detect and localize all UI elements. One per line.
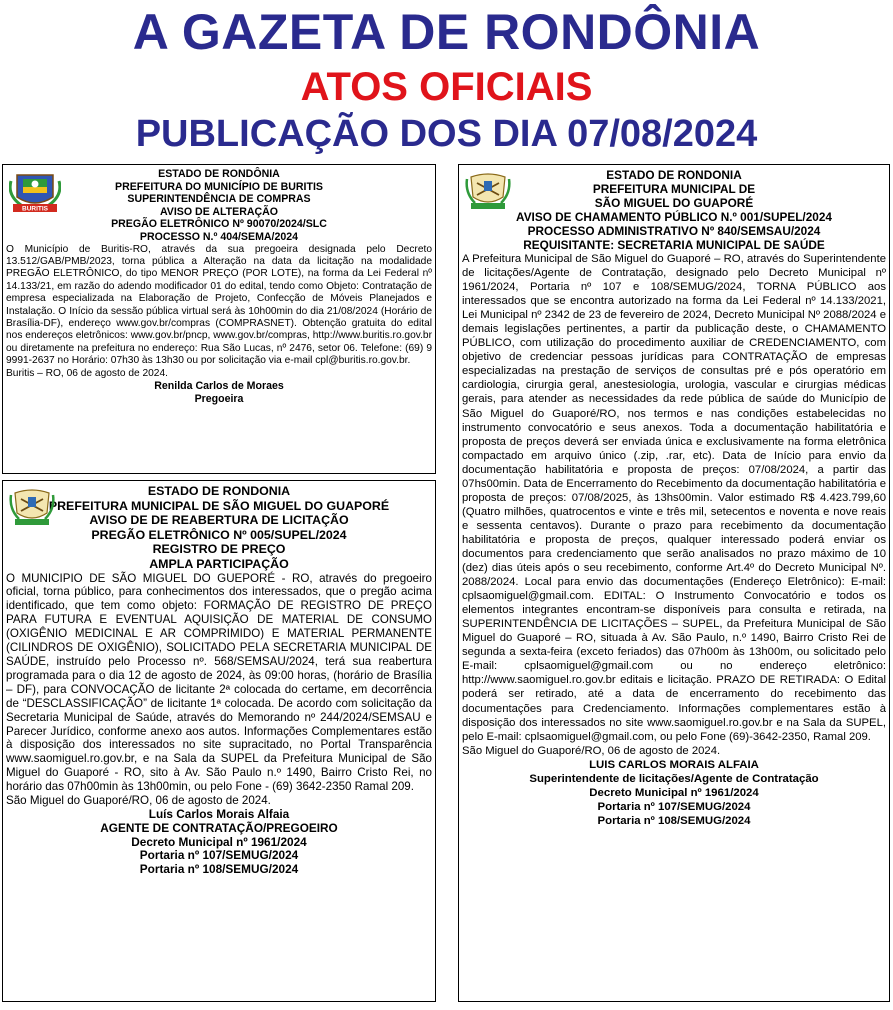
header-line: ESTADO DE RONDONIA: [147, 484, 291, 498]
header-line: PREFEITURA MUNICIPAL DE SÃO MIGUEL DO GUAPORÉ: [48, 498, 390, 513]
header-line: ESTADO DE RONDONIA: [606, 168, 742, 182]
crest-text: BURITIS: [22, 205, 48, 213]
signer-ordinance: Portaria nº 108/SEMUG/2024: [139, 862, 299, 877]
notice-place-date: Buritis – RO, 06 de agosto de 2024.: [6, 367, 168, 379]
signer-ordinance: Portaria nº 107/SEMUG/2024: [139, 848, 299, 863]
header-line: AVISO DE CHAMAMENTO PÚBLICO N.º 001/SUPEL/2024: [516, 210, 832, 224]
signer-name: LUIS CARLOS MORAIS ALFAIA: [589, 758, 759, 771]
header-line: AVISO DE DE REABERTURA DE LICITAÇÃO: [89, 513, 349, 528]
header-line: PROCESSO ADMINISTRATIVO Nº 840/SEMSAU/2024: [527, 224, 821, 238]
notice-place-date: São Miguel do Guaporé/RO, 06 de agosto de 2024.: [6, 794, 271, 808]
signer-role: AGENTE DE CONTRATAÇÃO/PREGOEIRO: [100, 820, 338, 835]
signer-name: Luís Carlos Morais Alfaia: [148, 806, 290, 821]
notice-place-date: São Miguel do Guaporé/RO, 06 de agosto de 2024.: [462, 744, 721, 757]
notice-header: [462, 168, 886, 252]
signer-name: Renilda Carlos de Moraes: [154, 380, 284, 393]
notice-reabertura: [2, 480, 436, 1002]
signer-decree: Decreto Municipal nº 1961/2024: [131, 834, 307, 849]
signer-ordinance: Portaria nº 108/SEMUG/2024: [597, 814, 751, 827]
header-line: ESTADO DE RONDÔNIA: [158, 168, 280, 180]
buritis-crest-icon: [9, 171, 61, 213]
header-line: PREFEITURA MUNICIPAL DE: [592, 182, 756, 196]
notice-signature: [462, 758, 886, 828]
signer-decree: Decreto Municipal nº 1961/2024: [589, 786, 759, 799]
signer-ordinance: Portaria nº 107/SEMUG/2024: [597, 800, 751, 813]
notice-body: A Prefeitura Municipal de São Miguel do Guaporé – RO, através do Superintendente de licitações/Agente de Contratação, designado pelo Decreto Municipal nº 1961/2024, Portaria nº 107 e 108/SEMUG/2024, TORNA PÚBLICO aos interessados que se encontra autorizado na forma da Lei Federal nº 14.133/2021, Lei Municipal nº 2342 de 23 de fevereiro de 2024, Decreto Municipal Nº 2088/2024 e demais legislações pertinentes, a partir da publicação deste, o CHAMAMENTO PÚBLICO, com utilização do procedimento auxiliar de CREDENCIAMENTO, com objetivo de credenciar pessoas jurídicas para CONTRATAÇÃO de empresas especializadas na prestação de serviços de consultas pré e pós operatório em cardiologia, cirurgia geral, anestesiologia, urologia, vascular e cirurgias médicas gerais, para atender as necessidades da rede pública de saúde do Município de São Miguel do Guaporé/RO, nos termos e nas condições estabelecidas no instrumento convocatório e seus anexos. Toda a documentação habilitatória e proposta de preços deverá ser enviada única e exclusivamente na forma eletrônica compactado em arquivo único (.zip, .rar, etc). Data de Início para envio da documentação habilitatória e proposta de preços: 07/08/2024, a partir das 07hs00min. Data de Encerramento do Recebimento da documentação habilitatória e proposta de preços: 07/08/2025, às 13hs00min. Valor estimado R$ 4.423.799,60 (Quatro milhões, quatrocentos e vinte e três mil, setecentos e noventa e nove reais e sessenta centavos). Durante o prazo para recebimento da documentação habilitatória e proposta de preços, qualquer interessado poderá enviar os documentos para credenciamento que serão analisados no prazo máximo de 10 (dez) dias úteis após o seu recebimento, conforme Art.4º do Decreto Municipal Nº. 2088/2024. Local para envio das documentações (Endereço Eletrônico): E-mail: cplsaomiguel@gmail.com. EDITAL: O Instrumento Convocatório e todos os elementos integrantes encontram-se disponíveis para consulta e retirada, na SUPERINTENDÊNCIA DE LICITAÇÕES – SUPEL, da Prefeitura Municipal de São Miguel do Guaporé – RO, situada à Av. São Paulo, n.º 1490, Bairro Cristo Rei de segunda a sexta-feira (exceto feriados) das 07h00m às 13h00m, ou solicitado pelo E-mail: cplsaomiguel@gmail.com ou no endereço eletrônico: http://www.saomiguel.ro.gov.br editais e licitação. PRAZO DE RETIRADA: O Edital poderá ser retirado, até a data de encerramento do recebimento das documentações para Credenciamento. Informações complementares estão à disposição dos interessados no site www.saomiguel.ro.gov.br e na Sala da SUPEL, pelo E-mail: cplsaomiguel@gmail.com, ou pelo Fone (69)-3642-2350, Ramal 209.: [462, 253, 887, 743]
signer-role: Superintendente de licitações/Agente de Contratação: [529, 772, 819, 785]
header-line: SUPERINTENDÊNCIA DE COMPRAS: [127, 193, 311, 206]
notice-signature: [6, 808, 432, 877]
header-line: REQUISITANTE: SECRETARIA MUNICIPAL DE SAÚDE: [523, 238, 825, 252]
sao-miguel-crest-icon: [465, 171, 511, 211]
header-line: PREFEITURA DO MUNICÍPIO DE BURITIS: [115, 180, 323, 193]
header-line: SÃO MIGUEL DO GUAPORÉ: [594, 196, 754, 210]
header-line: REGISTRO DE PREÇO: [152, 542, 286, 557]
notice-signature: [6, 380, 432, 405]
notice-header: [6, 484, 432, 572]
header-line: AMPLA PARTICIPAÇÃO: [149, 556, 289, 571]
notice-buritis: [2, 164, 436, 474]
header-line: PREGÃO ELETRÔNICO Nº 005/SUPEL/2024: [91, 527, 347, 542]
header-line: PREGÃO ELETRÔNICO Nº 90070/2024/SLC: [111, 218, 327, 231]
notice-chamamento: [458, 164, 890, 1002]
notice-body: O MUNICIPIO DE SÃO MIGUEL DO GUEPORÉ - RO, através do pregoeiro oficial, torna público, para conhecimentos dos interessados, que o pregão acima identificado, que tem como objeto: FORMAÇÃO DE REGISTRO DE PREÇO PARA FUTURA E EVENTUAL AQUISIÇÃO DE MATERIAL DE CONSUMO (OXIGÊNIO MEDICINAL E AR COMPRIMIDO) E MATERIAL PERMANENTE (CILINDROS DE OXIGÊNIO), SOLICITADO PELA SECRETARIA MUNICIPAL DE SAÚDE, instruído pelo Processo nº. 568/SEMSAU/2024, terá sua reabertura programada para o dia 12 de agosto de 2024, às 09:00 horas, (horário de Brasília – DF), para CONVOCAÇÃO de licitante 2ª colocada do certame, em decorrência de “DESCLASSIFICAÇÃO” de licitante 1ª colocada. De acordo com solicitação da Secretaria Municipal de Saúde, através do Memorando nº 244/2024/SEMSAU e Parecer Jurídico, conforme anexo aos autos. Informações Complementares estão à disposição dos interessados no site supracitado, no Portal Transparência www.saomiguel.ro.gov.br, e na Sala da SUPEL da Prefeitura Municipal de São Miguel do Guaporé - RO, sito à Av. São Paulo n.º 1490, Bairro Cristo Rei, no horário das 07h00min às 13h00min, ou pelo Fone - (69) 3642-2350 Ramal 209.: [6, 571, 432, 794]
sao-miguel-crest-icon: [9, 487, 55, 527]
publication-date-line: PUBLICAÇÃO DOS DIA 07/08/2024: [135, 113, 758, 155]
section-title: ATOS OFICIAIS: [300, 65, 593, 109]
notice-body: O Município de Buritis-RO, através da sua pregoeira designada pelo Decreto 13.512/GAB/PMB/2023, torna pública a Alteração na data da licitação na modalidade PREGÃO ELETRÔNICO, do tipo MENOR PREÇO (POR LOTE), na forma da Lei Federal nº 14.133/21, em razão do adendo modificador 01 do edital, tendo como Objeto: Contratação de empresa especializada na Elaboração de Projeto, Confecção de Móveis Planejados e Instalação. O Início da sessão pública virtual será às 10h00min do dia 21/08/2024 (Horário de Brasília-DF), endereço www.gov.br/compras (COMPRASNET). Obtenção gratuita do edital nos endereços eletrônicos: www.gov.br/pncp, www.gov.br/compras, http://www.buritis.ro.gov.br ou diretamente na prefeitura no endereço: Rua São Lucas, nº 2476, setor 06. Telefone: (69) 9 9991-2637 no Horário: 07h30 às 13h30 ou por solicitação via e-mail cpl@buritis.ro.gov.br.: [6, 243, 432, 367]
newspaper-title: A GAZETA DE RONDÔNIA: [132, 4, 761, 60]
signer-role: Pregoeira: [194, 392, 244, 405]
header-line: AVISO DE ALTERAÇÃO: [159, 205, 279, 218]
header-line: PROCESSO N.º 404/SEMA/2024: [139, 230, 299, 243]
notice-header: [6, 168, 432, 244]
